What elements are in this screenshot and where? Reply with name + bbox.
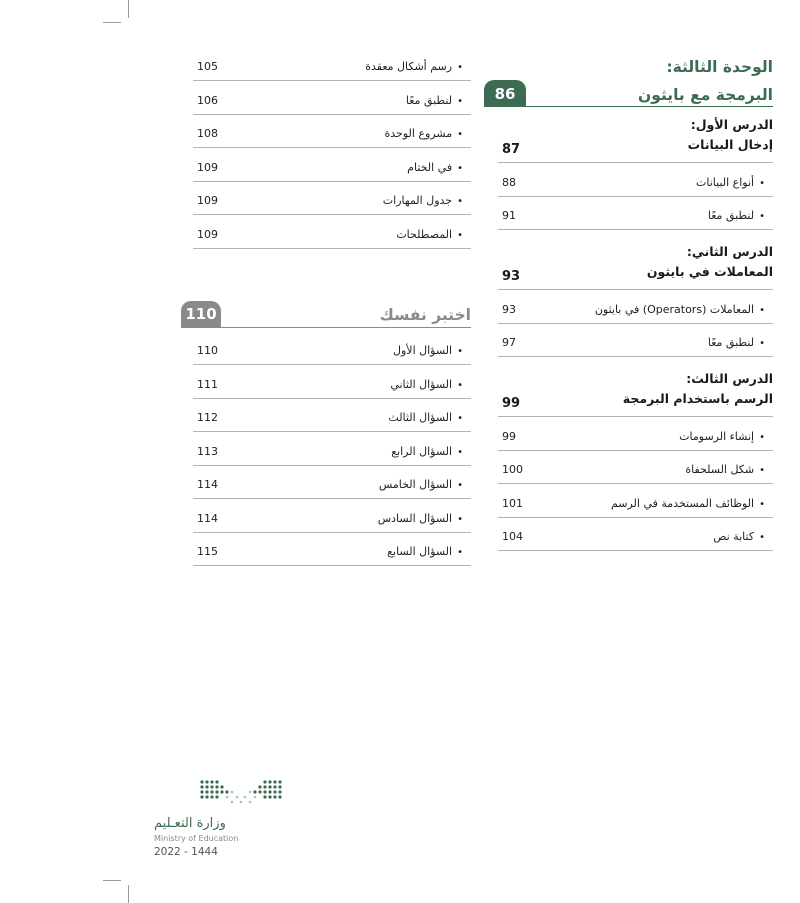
- bullet-icon: •: [457, 229, 463, 241]
- entry-label: جدول المهارات: [382, 194, 453, 207]
- lesson-kicker: الدرس الثالث:: [686, 371, 773, 386]
- bullet-icon: •: [759, 465, 765, 476]
- bullet-icon: •: [457, 547, 463, 558]
- entry-page: 111: [197, 377, 218, 391]
- entry-page: 115: [197, 545, 218, 558]
- test-yourself-header: [185, 299, 471, 328]
- toc-entry: [193, 499, 471, 533]
- entry-page: 109: [197, 194, 218, 207]
- unit-page-tab: 86: [484, 80, 526, 107]
- entry-label: السؤال الأول: [393, 344, 453, 357]
- test-yourself-page-tab: 110: [181, 301, 221, 328]
- ministry-name-ar: وزارة التعـليم: [154, 816, 226, 831]
- bullet-icon: •: [759, 211, 765, 222]
- entry-label: في الختام: [407, 160, 453, 174]
- entry-page: 88: [502, 175, 516, 189]
- lesson-kicker: الدرس الأول:: [690, 117, 773, 132]
- toc-entry: [498, 451, 773, 485]
- entry-page: 91: [502, 209, 516, 222]
- entry-page: 110: [197, 344, 218, 357]
- toc-entry: [193, 148, 471, 182]
- unit-header: [490, 79, 773, 107]
- test-yourself-title: اختبر نفسك: [379, 305, 471, 324]
- bullet-icon: •: [759, 338, 765, 349]
- crop-mark: [128, 0, 129, 18]
- toc-column-left: [185, 55, 471, 566]
- crop-mark: [128, 885, 129, 903]
- entry-page: 100: [502, 463, 523, 476]
- bullet-icon: •: [759, 177, 765, 189]
- toc-entry: [193, 432, 471, 466]
- entry-label: شكل السلحفاة: [685, 463, 755, 476]
- entry-label: لنطبق معًا: [405, 93, 453, 107]
- ministry-emblem-icon: [196, 778, 286, 808]
- entry-page: 101: [502, 496, 523, 510]
- lesson-page: 87: [502, 142, 521, 157]
- entry-label: لنطبق معًا: [707, 336, 755, 349]
- bullet-icon: •: [457, 480, 463, 491]
- ministry-name-en: Ministry of Education: [154, 834, 239, 843]
- entry-label: لنطبق معًا: [707, 209, 755, 222]
- toc-entry: [498, 518, 773, 552]
- entry-label: أنواع البيانات: [696, 175, 755, 189]
- lesson-title: الرسم باستخدام البرمجة: [622, 391, 773, 406]
- entry-label: رسم أشكال معقدة: [365, 60, 453, 73]
- entry-page: 112: [197, 411, 218, 424]
- lesson-kicker: الدرس الثاني:: [686, 244, 773, 259]
- bullet-icon: •: [457, 413, 463, 424]
- toc-entry: [193, 55, 471, 81]
- entry-label: كتابة نص: [713, 530, 755, 543]
- toc-entry: [498, 163, 773, 197]
- entry-page: 93: [502, 302, 516, 316]
- toc-column-right: [490, 55, 773, 551]
- toc-entry: [193, 182, 471, 216]
- lesson-heading: [498, 371, 773, 417]
- crop-mark: [103, 880, 121, 881]
- toc-entry: [193, 399, 471, 433]
- entry-page: 105: [197, 60, 218, 73]
- entry-label: السؤال الثالث: [388, 411, 453, 424]
- entry-page: 108: [197, 127, 218, 140]
- entry-label: السؤال السابع: [387, 545, 453, 558]
- toc-entry: [498, 417, 773, 451]
- bullet-icon: •: [759, 431, 765, 443]
- bullet-icon: •: [457, 379, 463, 391]
- bullet-icon: •: [759, 532, 765, 543]
- entry-page: 104: [502, 530, 523, 543]
- bullet-icon: •: [457, 346, 463, 357]
- entry-label: إنشاء الرسومات: [679, 429, 755, 443]
- entry-label: السؤال السادس: [377, 511, 453, 525]
- toc-entry: [193, 115, 471, 149]
- bullet-icon: •: [759, 498, 765, 510]
- entry-label: المعاملات (Operators) في بايثون: [594, 302, 755, 316]
- entry-page: 113: [197, 444, 218, 458]
- entry-label: السؤال الرابع: [391, 444, 453, 458]
- bullet-icon: •: [457, 129, 463, 140]
- entry-page: 109: [197, 227, 218, 241]
- edition-year: 2022 - 1444: [154, 846, 218, 858]
- toc-entry: [193, 365, 471, 399]
- bullet-icon: •: [457, 446, 463, 458]
- toc-entry: [193, 81, 471, 115]
- lesson-page: 99: [502, 396, 521, 411]
- bullet-icon: •: [457, 162, 463, 174]
- bullet-icon: •: [457, 513, 463, 525]
- bullet-icon: •: [457, 62, 463, 73]
- bullet-icon: •: [457, 196, 463, 207]
- toc-entry: [498, 484, 773, 518]
- entry-page: 109: [197, 160, 218, 174]
- entry-label: المصطلحات: [396, 227, 453, 241]
- toc-entry: [498, 290, 773, 324]
- toc-entry: [498, 324, 773, 358]
- toc-entry: [498, 197, 773, 231]
- toc-entry: [193, 533, 471, 567]
- toc-entry: [193, 215, 471, 249]
- bullet-icon: •: [457, 95, 463, 107]
- toc-entry: [193, 332, 471, 366]
- bullet-icon: •: [759, 304, 765, 316]
- entry-label: السؤال الخامس: [378, 478, 453, 491]
- entry-label: الوظائف المستخدمة في الرسم: [610, 496, 755, 510]
- entry-page: 114: [197, 478, 218, 491]
- lesson-heading: [498, 244, 773, 290]
- entry-label: مشروع الوحدة: [384, 127, 453, 140]
- entry-page: 97: [502, 336, 516, 349]
- unit-kicker: الوحدة الثالثة:: [666, 58, 773, 76]
- entry-page: 106: [197, 93, 218, 107]
- crop-mark: [103, 22, 121, 23]
- entry-label: السؤال الثاني: [390, 377, 453, 391]
- lesson-heading: [498, 117, 773, 163]
- lesson-title: إدخال البيانات: [687, 137, 773, 152]
- toc-entry: [193, 466, 471, 500]
- entry-page: 114: [197, 511, 218, 525]
- unit-title: البرمجة مع بايثون: [638, 86, 773, 104]
- lesson-title: المعاملات في بايثون: [646, 264, 773, 279]
- lesson-page: 93: [502, 269, 521, 284]
- entry-page: 99: [502, 429, 516, 443]
